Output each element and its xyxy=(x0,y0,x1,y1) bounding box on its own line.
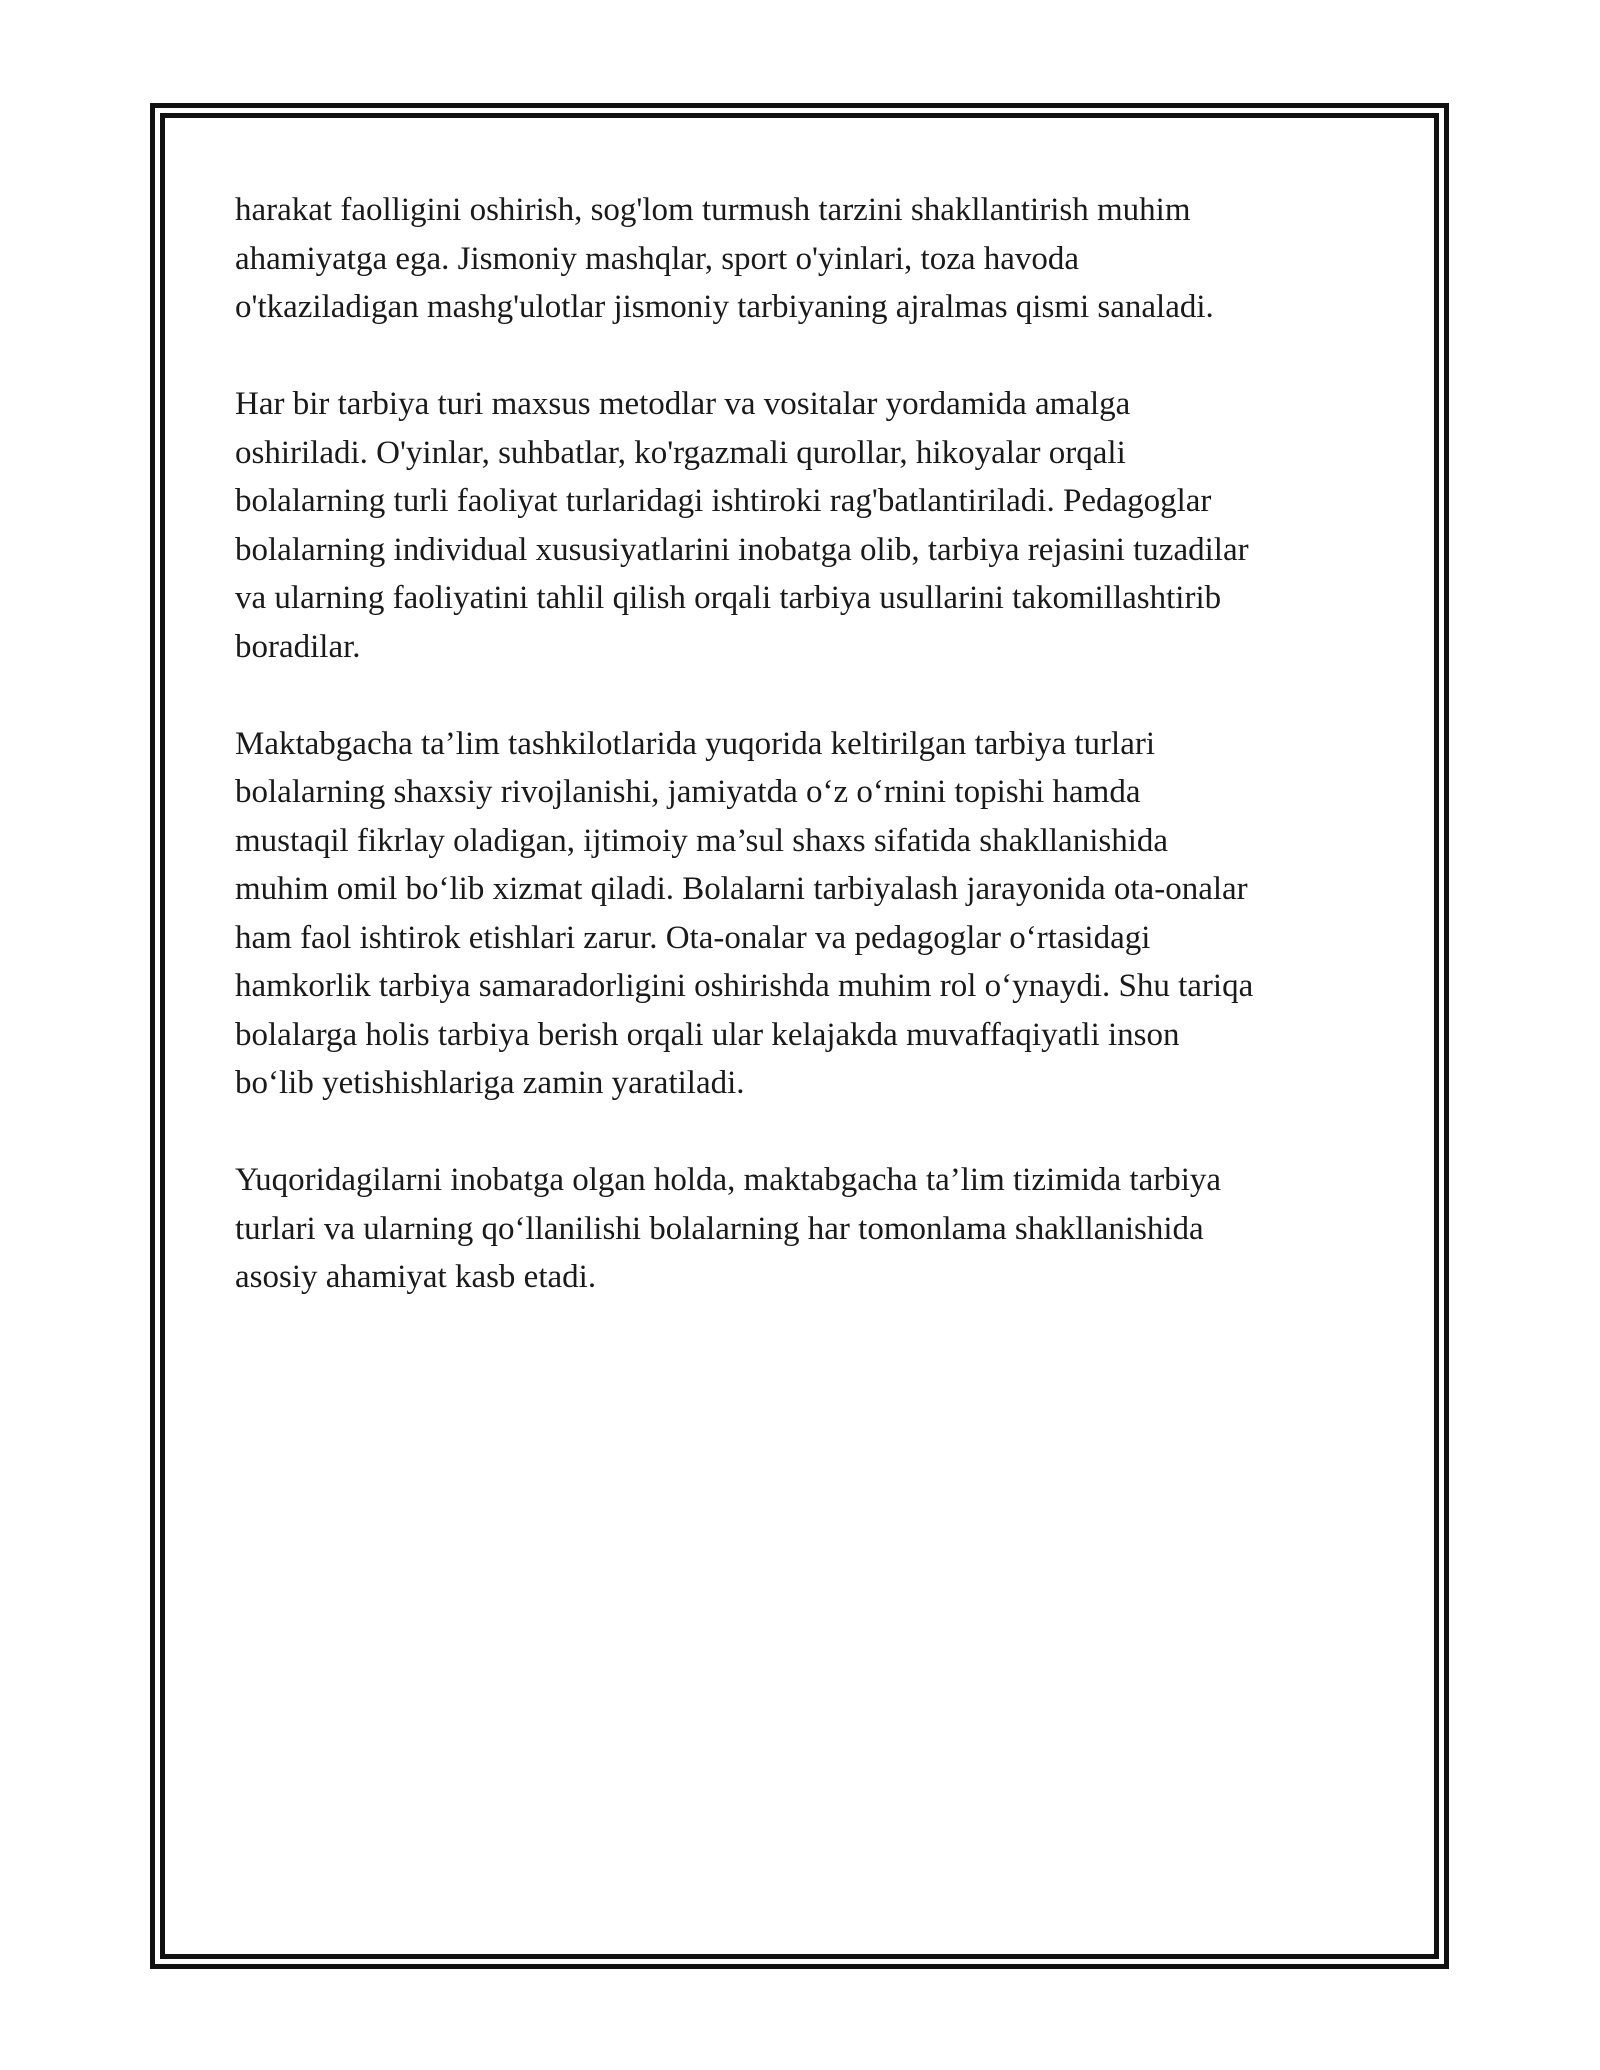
text-line: Maktabgacha ta’lim tashkilotlarida yuqorida keltirilgan tarbiya turlari xyxy=(235,725,1156,762)
text-line: oshiriladi. O'yinlar, suhbatlar, ko'rgazmali qurollar, hikoyalar orqali xyxy=(235,434,1126,471)
text-line: mustaqil fikrlay oladigan, ijtimoiy ma’sul shaxs sifatida shakllanishida xyxy=(235,822,1169,859)
text-line: bo‘lib yetishishlariga zamin yaratiladi. xyxy=(235,1065,745,1101)
text-line: muhim omil bo‘lib xizmat qiladi. Bolalarni tarbiyalash jarayonida ota-onalar xyxy=(235,871,1248,907)
text-line: Yuqoridagilarni inobatga olgan holda, maktabgacha ta’lim tizimida tarbiya xyxy=(235,1162,1222,1198)
text-line: asosiy ahamiyat kasb etadi. xyxy=(235,1259,597,1295)
text-line: va ularning faoliyatini tahlil qilish orqali tarbiya usullarini takomillashtirib xyxy=(235,580,1222,616)
text-line: bolalarning turli faoliyat turlaridagi ishtiroki rag'batlantiriladi. Pedagoglar xyxy=(235,483,1212,519)
text-line: ahamiyatga ega. Jismoniy mashqlar, sport o'yinlari, toza havoda xyxy=(235,240,1080,277)
text-line: harakat faolligini oshirish, sog'lom turmush tarzini shakllantirish muhim xyxy=(235,192,1191,228)
text-line: o'tkaziladigan mashg'ulotlar jismoniy tarbiyaning ajralmas qismi sanaladi. xyxy=(235,289,1214,325)
text-line: boradilar. xyxy=(235,628,361,665)
paragraph-physical-education xyxy=(235,186,1375,332)
text-line: bolalarga holis tarbiya berish orqali ular kelajakda muvaffaqiyatli inson xyxy=(235,1016,1180,1053)
text-line: ham faol ishtirok etishlari zarur. Ota-onalar va pedagoglar o‘rtasidagi xyxy=(235,919,1151,956)
text-line: bolalarning individual xususiyatlarini inobatga olib, tarbiya rejasini tuzadilar xyxy=(235,531,1249,568)
text-line: bolalarning shaxsiy rivojlanishi, jamiyatda o‘z o‘rnini topishi hamda xyxy=(235,774,1141,810)
text-line: turlari va ularning qo‘llanilishi bolalarning har tomonlama shakllanishida xyxy=(235,1210,1204,1247)
paragraph-methods xyxy=(235,380,1375,671)
text-line: hamkorlik tarbiya samaradorligini oshirishda muhim rol o‘ynaydi. Shu tariqa xyxy=(235,968,1254,1004)
document-body xyxy=(235,186,1375,1350)
paragraph-preschool-organizations xyxy=(235,720,1375,1108)
paragraph-conclusion xyxy=(235,1156,1375,1302)
text-line: Har bir tarbiya turi maxsus metodlar va vositalar yordamida amalga xyxy=(235,386,1131,422)
